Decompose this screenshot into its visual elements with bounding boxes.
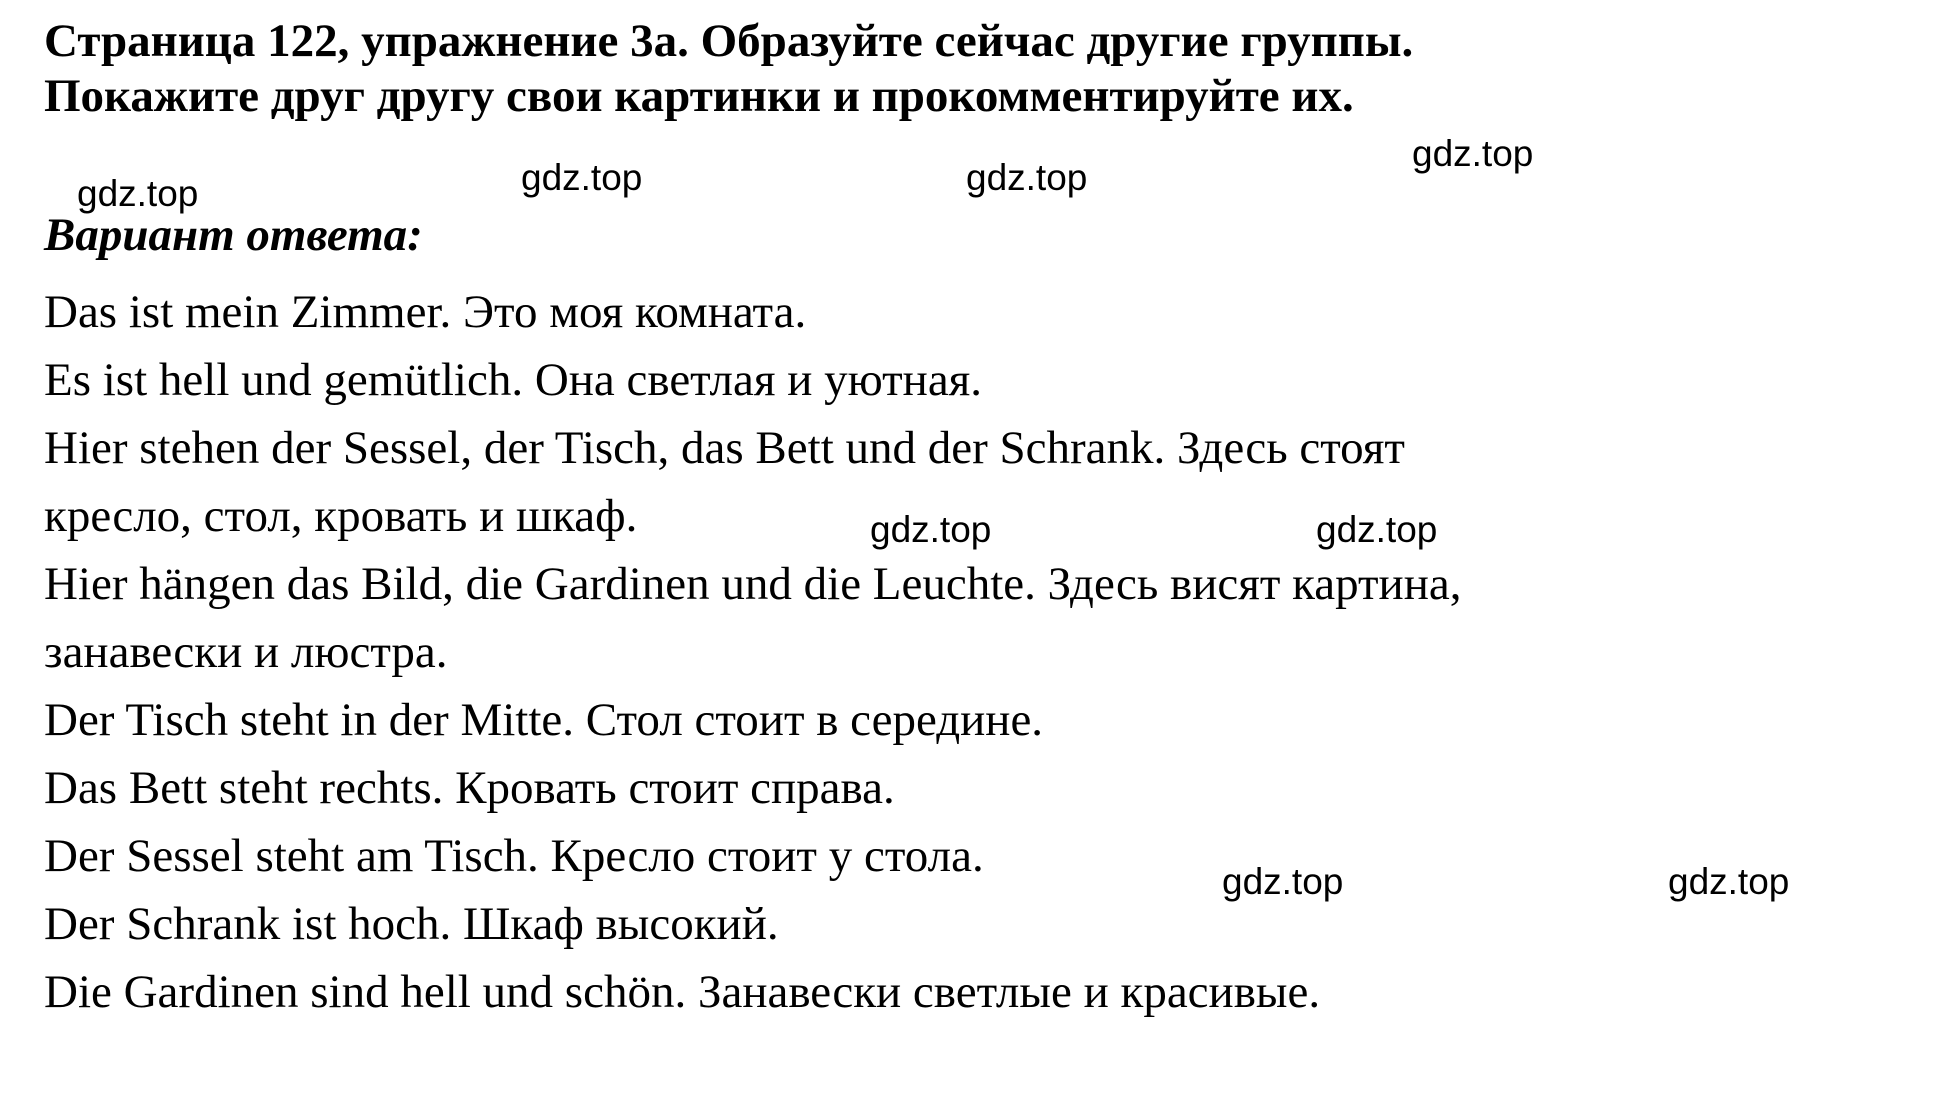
answer-line: Der Sessel steht am Tisch. Кресло стоит у стола. [44,830,984,882]
answer-line: Hier stehen der Sessel, der Tisch, das Bett und der Schrank. Здесь стоят [44,422,1405,474]
watermark: gdz.top [77,173,199,214]
answer-line: Die Gardinen sind hell und schön. Занавески светлые и красивые. [44,966,1321,1018]
answer-line: занавески и люстра. [44,626,448,678]
answer-line: Hier hängen das Bild, die Gardinen und die Leuchte. Здесь висят картина, [44,558,1462,610]
title-line-1: Страница 122, упражнение 3а. Образуйте сейчас другие группы. [44,15,1414,67]
answer-label: Вариант ответа: [44,209,423,261]
answer-line: Der Schrank ist hoch. Шкаф высокий. [44,898,779,950]
title-line-2: Покажите друг другу свои картинки и прокомментируйте их. [44,70,1354,122]
watermark: gdz.top [1412,133,1534,174]
answer-line: кресло, стол, кровать и шкаф. [44,490,638,542]
watermark: gdz.top [521,157,643,198]
watermark: gdz.top [1668,861,1790,902]
answer-line: Das Bett steht rechts. Кровать стоит справа. [44,762,895,814]
answer-line: Es ist hell und gemütlich. Она светлая и уютная. [44,354,983,406]
watermark: gdz.top [966,157,1088,198]
exercise-title [44,14,1924,124]
watermark: gdz.top [870,509,992,550]
answer-text [44,278,1924,1026]
watermark: gdz.top [1316,509,1438,550]
answer-line: Der Tisch steht in der Mitte. Стол стоит в середине. [44,694,1044,746]
watermark: gdz.top [1222,861,1344,902]
answer-line: Das ist mein Zimmer. Это моя комната. [44,286,807,338]
